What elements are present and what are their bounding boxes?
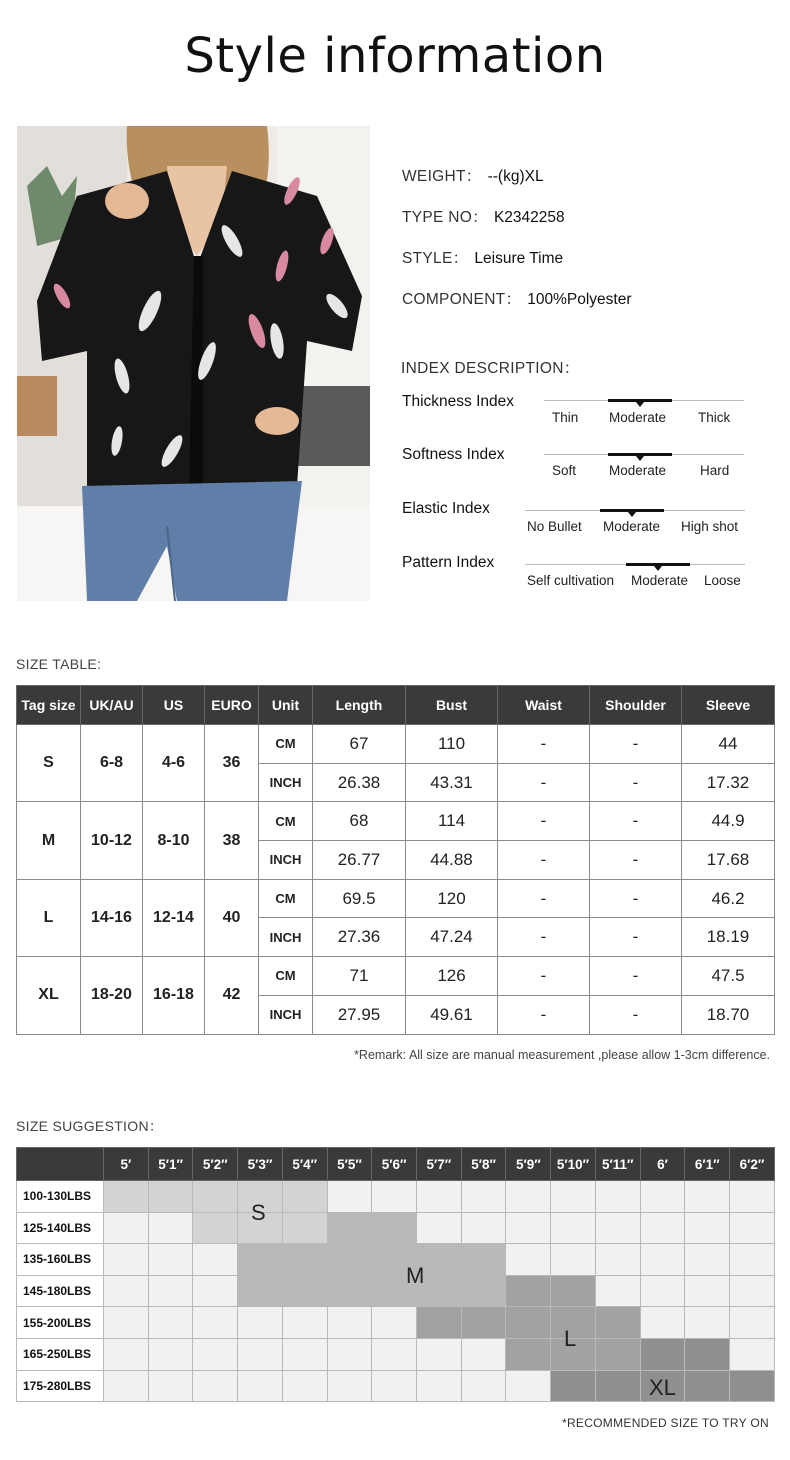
suggestion-cell (506, 1181, 551, 1213)
suggestion-cell (148, 1275, 193, 1307)
suggestion-cell (551, 1275, 596, 1307)
height-header: 5′9″ (506, 1148, 551, 1181)
suggestion-cell (461, 1244, 506, 1276)
suggestion-cell (506, 1275, 551, 1307)
index-name: Elastic Index (402, 500, 490, 517)
index-marker-icon (628, 512, 636, 517)
header-tag-size: Tag size (17, 686, 81, 725)
index-name: Pattern Index (402, 554, 495, 571)
measure-cell: - (590, 995, 682, 1034)
suggestion-cell (327, 1338, 372, 1370)
suggestion-cell (104, 1275, 149, 1307)
measure-cell: 46.2 (682, 879, 775, 918)
measure-cell: 47.24 (406, 918, 498, 957)
page-title: Style information (184, 28, 606, 84)
index-option: Self cultivation (527, 573, 615, 588)
recommend-note: *RECOMMENDED SIZE TO TRY ON (561, 1416, 769, 1430)
suggestion-cell (193, 1181, 238, 1213)
measure-cell: 26.77 (313, 841, 406, 880)
height-header: 5′1″ (148, 1148, 193, 1181)
unit-cell: INCH (259, 918, 313, 957)
height-header: 6′2″ (730, 1148, 775, 1181)
height-header: 5′3″ (238, 1148, 283, 1181)
weight-label: WEIGHT： (402, 168, 482, 185)
index-option: Thick (698, 410, 731, 425)
index-option: Thin (552, 410, 579, 425)
suggestion-cell (372, 1370, 417, 1402)
suggestion-cell (685, 1370, 730, 1402)
suggestion-cell (104, 1338, 149, 1370)
header-length: Length (313, 686, 406, 725)
suggestion-cell (327, 1307, 372, 1339)
suggestion-cell (148, 1244, 193, 1276)
measure-cell: 67 (313, 725, 406, 764)
index-option: High shot (681, 519, 739, 534)
suggestion-cell (506, 1370, 551, 1402)
index-marker-icon (636, 456, 644, 461)
type-line (402, 205, 565, 227)
uk-au-cell: 10-12 (81, 802, 143, 879)
unit-cell: CM (259, 802, 313, 841)
suggestion-cell (506, 1338, 551, 1370)
us-cell: 12-14 (143, 879, 205, 956)
component-line (402, 287, 632, 309)
measure-cell: 27.95 (313, 995, 406, 1034)
index-marker-icon (654, 566, 662, 571)
index-row-elastic (402, 500, 762, 544)
uk-au-cell: 6-8 (81, 725, 143, 802)
suggestion-cell (372, 1212, 417, 1244)
suggestion-cell (148, 1338, 193, 1370)
euro-cell: 40 (205, 879, 259, 956)
measure-cell: 47.5 (682, 957, 775, 996)
suggestion-cell (461, 1275, 506, 1307)
suggestion-cell (640, 1181, 685, 1213)
suggestion-cell (238, 1370, 283, 1402)
suggestion-cell (282, 1307, 327, 1339)
suggestion-cell (104, 1307, 149, 1339)
suggestion-cell (640, 1307, 685, 1339)
height-header: 5′2″ (193, 1148, 238, 1181)
index-option: Loose (704, 573, 741, 588)
height-header: 5′8″ (461, 1148, 506, 1181)
index-row-softness (402, 446, 762, 490)
suggestion-row (17, 1338, 775, 1370)
suggestion-cell (685, 1338, 730, 1370)
measure-cell: - (498, 763, 590, 802)
index-option-selected: Moderate (609, 410, 667, 425)
suggestion-cell (595, 1307, 640, 1339)
style-line (402, 246, 563, 268)
uk-au-cell: 18-20 (81, 957, 143, 1034)
suggestion-cell (327, 1244, 372, 1276)
size-table (16, 685, 775, 1035)
component-label: COMPONENT： (402, 291, 522, 308)
measure-cell: - (498, 995, 590, 1034)
suggestion-cell (595, 1181, 640, 1213)
suggestion-size-xl: XL (649, 1375, 676, 1400)
measure-cell: 110 (406, 725, 498, 764)
index-name: Thickness Index (402, 393, 514, 410)
tag-size-cell: L (17, 879, 81, 956)
measure-cell: - (590, 957, 682, 996)
size-table-header-row (17, 686, 775, 725)
suggestion-cell (327, 1181, 372, 1213)
size-row-cm (17, 725, 775, 764)
suggestion-cell (372, 1181, 417, 1213)
size-row-cm (17, 879, 775, 918)
header-bust: Bust (406, 686, 498, 725)
suggestion-cell (461, 1338, 506, 1370)
measure-cell: - (498, 725, 590, 764)
suggestion-cell (640, 1338, 685, 1370)
suggestion-row (17, 1307, 775, 1339)
header-shoulder: Shoulder (590, 686, 682, 725)
suggestion-row (17, 1275, 775, 1307)
component-value: 100%Polyester (527, 291, 632, 308)
suggestion-cell (193, 1370, 238, 1402)
type-label: TYPE NO： (402, 209, 488, 226)
measure-cell: 18.19 (682, 918, 775, 957)
suggestion-cell (327, 1370, 372, 1402)
size-suggestion-grid (16, 1147, 775, 1402)
index-marker-icon (636, 402, 644, 407)
suggestion-cell (640, 1212, 685, 1244)
suggestion-cell (104, 1244, 149, 1276)
suggestion-cell (327, 1212, 372, 1244)
suggestion-cell (595, 1338, 640, 1370)
suggestion-row (17, 1181, 775, 1213)
suggestion-cell (193, 1212, 238, 1244)
header-euro: EURO (205, 686, 259, 725)
suggestion-cell (148, 1212, 193, 1244)
suggestion-cell (104, 1212, 149, 1244)
header-us: US (143, 686, 205, 725)
suggestion-cell (238, 1307, 283, 1339)
suggestion-cell (506, 1244, 551, 1276)
measure-cell: - (590, 879, 682, 918)
measure-cell: 71 (313, 957, 406, 996)
suggestion-cell (685, 1275, 730, 1307)
weight-label: 165-250LBS (17, 1338, 104, 1370)
suggestion-cell (730, 1338, 775, 1370)
size-row-cm (17, 957, 775, 996)
measure-cell: - (498, 879, 590, 918)
weight-label: 155-200LBS (17, 1307, 104, 1339)
suggestion-cell (730, 1212, 775, 1244)
suggestion-size-l: L (564, 1326, 577, 1351)
height-header: 5′5″ (327, 1148, 372, 1181)
suggestion-cell (282, 1181, 327, 1213)
size-row-cm (17, 802, 775, 841)
measure-cell: 18.70 (682, 995, 775, 1034)
tag-size-cell: M (17, 802, 81, 879)
weight-label: 145-180LBS (17, 1275, 104, 1307)
unit-cell: CM (259, 725, 313, 764)
suggestion-cell (506, 1212, 551, 1244)
measure-cell: 68 (313, 802, 406, 841)
suggestion-header-row (17, 1148, 775, 1181)
euro-cell: 42 (205, 957, 259, 1034)
suggestion-cell (685, 1307, 730, 1339)
measure-cell: 69.5 (313, 879, 406, 918)
suggestion-cell (282, 1370, 327, 1402)
suggestion-cell (372, 1307, 417, 1339)
measure-cell: 17.68 (682, 841, 775, 880)
weight-label: 100-130LBS (17, 1181, 104, 1213)
measure-cell: 26.38 (313, 763, 406, 802)
height-header: 5′ (104, 1148, 149, 1181)
index-heading: INDEX DESCRIPTION： (401, 360, 580, 377)
suggestion-cell (461, 1307, 506, 1339)
suggestion-cell (417, 1370, 462, 1402)
weight-value: --(kg)XL (487, 168, 544, 185)
type-value: K2342258 (493, 209, 565, 226)
index-option-selected: Moderate (603, 519, 661, 534)
index-row-thickness (402, 393, 762, 437)
measure-cell: - (590, 841, 682, 880)
suggestion-size-s: S (251, 1200, 266, 1225)
suggestion-cell (685, 1212, 730, 1244)
index-option: Hard (700, 463, 730, 478)
size-remark: *Remark: All size are manual measurement ,please allow 1-3cm difference. (354, 1048, 770, 1062)
suggestion-cell (461, 1212, 506, 1244)
measure-cell: 44.88 (406, 841, 498, 880)
measure-cell: - (590, 763, 682, 802)
suggestion-cell (282, 1244, 327, 1276)
measure-cell: 44.9 (682, 802, 775, 841)
weight-line (402, 164, 544, 186)
measure-cell: 120 (406, 879, 498, 918)
suggestion-label: SIZE SUGGESTION： (16, 1118, 164, 1134)
index-option-selected: Moderate (631, 573, 689, 588)
suggestion-cell (551, 1212, 596, 1244)
euro-cell: 36 (205, 725, 259, 802)
measure-cell: - (498, 841, 590, 880)
suggestion-cell (327, 1275, 372, 1307)
height-header: 5′4″ (282, 1148, 327, 1181)
unit-cell: INCH (259, 841, 313, 880)
measure-cell: - (590, 918, 682, 957)
unit-cell: CM (259, 957, 313, 996)
unit-cell: INCH (259, 995, 313, 1034)
height-header: 6′ (640, 1148, 685, 1181)
measure-cell: - (498, 918, 590, 957)
measure-cell: - (590, 802, 682, 841)
suggestion-cell (730, 1244, 775, 1276)
suggestion-cell (730, 1181, 775, 1213)
measure-cell: - (498, 802, 590, 841)
style-value: Leisure Time (474, 250, 564, 267)
suggestion-cell (595, 1244, 640, 1276)
suggestion-cell (282, 1275, 327, 1307)
index-option: No Bullet (527, 519, 582, 534)
suggestion-cell (193, 1307, 238, 1339)
suggestion-cell (730, 1370, 775, 1402)
product-photo (17, 126, 370, 601)
measure-cell: 114 (406, 802, 498, 841)
suggestion-cell (193, 1244, 238, 1276)
suggestion-cell (238, 1338, 283, 1370)
measure-cell: - (498, 957, 590, 996)
index-option: Soft (552, 463, 577, 478)
suggestion-cell (685, 1244, 730, 1276)
header-corner (17, 1148, 104, 1181)
height-header: 5′11″ (595, 1148, 640, 1181)
us-cell: 16-18 (143, 957, 205, 1034)
header-uk-au: UK/AU (81, 686, 143, 725)
measure-cell: - (590, 725, 682, 764)
suggestion-cell (506, 1307, 551, 1339)
suggestion-cell (417, 1338, 462, 1370)
weight-label: 175-280LBS (17, 1370, 104, 1402)
tag-size-cell: XL (17, 957, 81, 1034)
suggestion-cell (148, 1307, 193, 1339)
euro-cell: 38 (205, 802, 259, 879)
suggestion-cell (640, 1275, 685, 1307)
size-table-label: SIZE TABLE: (16, 656, 102, 672)
height-header: 5′10″ (551, 1148, 596, 1181)
suggestion-cell (730, 1275, 775, 1307)
suggestion-cell (282, 1338, 327, 1370)
us-cell: 4-6 (143, 725, 205, 802)
unit-cell: CM (259, 879, 313, 918)
suggestion-cell (685, 1181, 730, 1213)
suggestion-cell (372, 1338, 417, 1370)
suggestion-cell (193, 1275, 238, 1307)
suggestion-cell (640, 1244, 685, 1276)
suggestion-cell (461, 1370, 506, 1402)
suggestion-cell (148, 1181, 193, 1213)
suggestion-cell (417, 1212, 462, 1244)
measure-cell: 27.36 (313, 918, 406, 957)
suggestion-cell (238, 1275, 283, 1307)
suggestion-cell (193, 1338, 238, 1370)
weight-label: 125-140LBS (17, 1212, 104, 1244)
index-name: Softness Index (402, 446, 505, 463)
style-label: STYLE： (402, 250, 469, 267)
us-cell: 8-10 (143, 802, 205, 879)
suggestion-cell (551, 1181, 596, 1213)
index-row-pattern (402, 554, 762, 598)
suggestion-cell (595, 1370, 640, 1402)
suggestion-cell (595, 1275, 640, 1307)
suggestion-cell (148, 1370, 193, 1402)
suggestion-cell (104, 1370, 149, 1402)
suggestion-row (17, 1244, 775, 1276)
header-waist: Waist (498, 686, 590, 725)
tag-size-cell: S (17, 725, 81, 802)
weight-label: 135-160LBS (17, 1244, 104, 1276)
suggestion-cell (104, 1181, 149, 1213)
height-header: 5′7″ (417, 1148, 462, 1181)
suggestion-cell (417, 1181, 462, 1213)
suggestion-cell (595, 1212, 640, 1244)
header-sleeve: Sleeve (682, 686, 775, 725)
suggestion-cell (551, 1370, 596, 1402)
suggestion-row (17, 1212, 775, 1244)
uk-au-cell: 14-16 (81, 879, 143, 956)
unit-cell: INCH (259, 763, 313, 802)
measure-cell: 43.31 (406, 763, 498, 802)
suggestion-cell (238, 1244, 283, 1276)
measure-cell: 44 (682, 725, 775, 764)
measure-cell: 17.32 (682, 763, 775, 802)
height-header: 6′1″ (685, 1148, 730, 1181)
measure-cell: 126 (406, 957, 498, 996)
suggestion-cell (461, 1181, 506, 1213)
index-option-selected: Moderate (609, 463, 667, 478)
suggestion-cell (417, 1307, 462, 1339)
measure-cell: 49.61 (406, 995, 498, 1034)
suggestion-cell (551, 1244, 596, 1276)
suggestion-cell (730, 1307, 775, 1339)
suggestion-cell (282, 1212, 327, 1244)
header-unit: Unit (259, 686, 313, 725)
suggestion-size-m: M (406, 1263, 425, 1288)
height-header: 5′6″ (372, 1148, 417, 1181)
